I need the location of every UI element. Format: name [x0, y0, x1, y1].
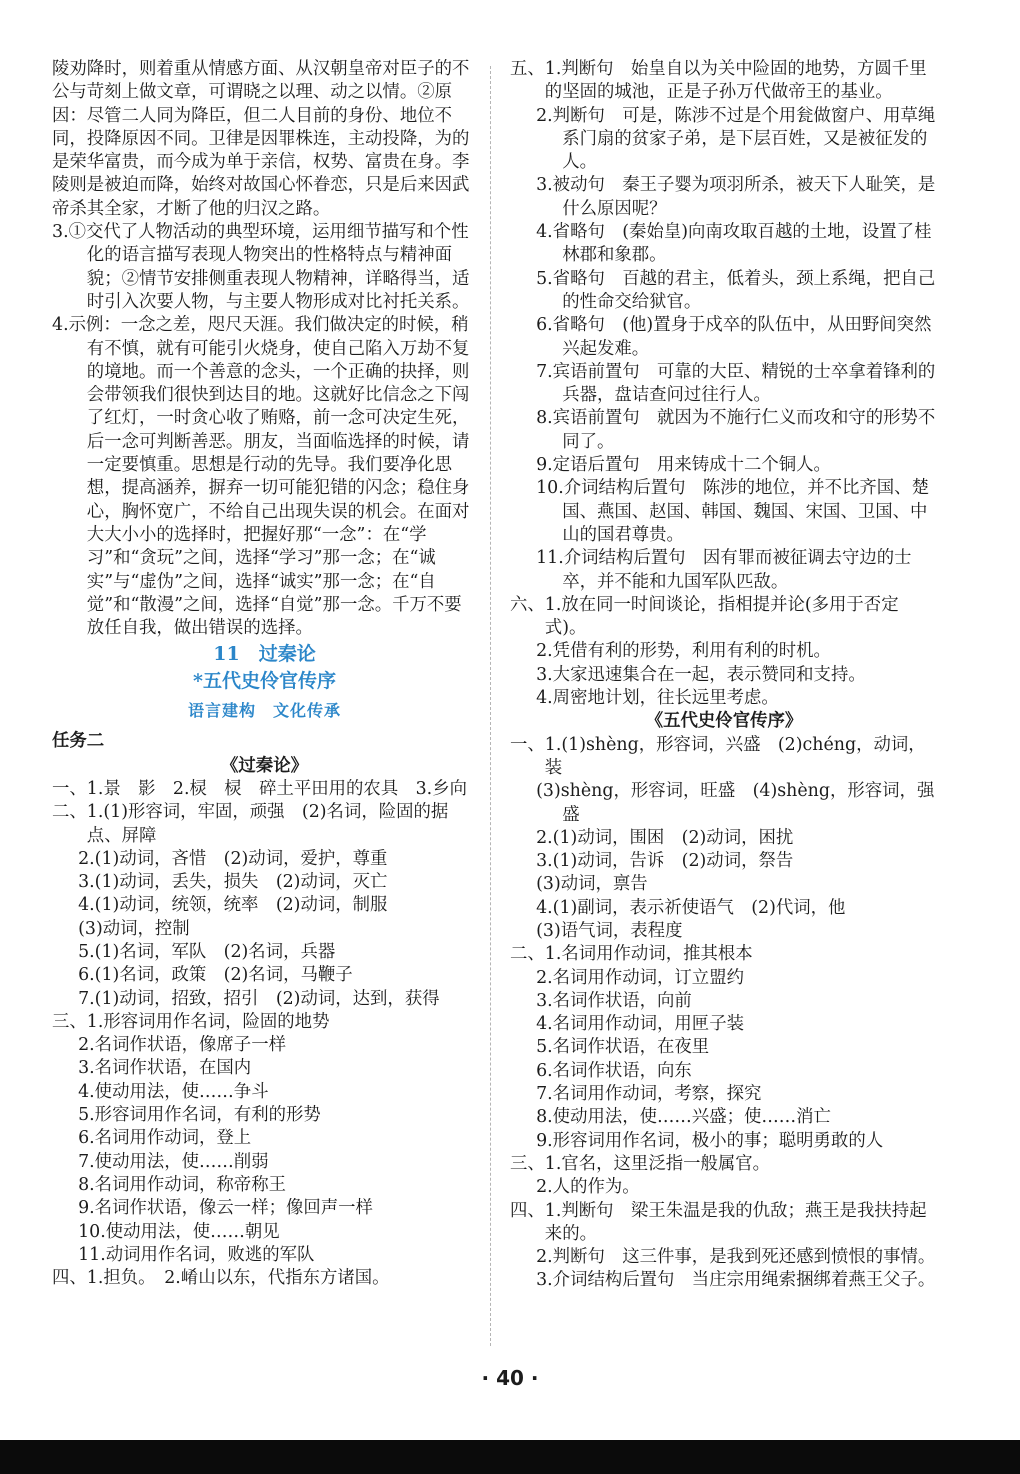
- section-5-line: 2.判断句 可是，陈涉不过是个用瓮做窗户、用草绳系门扇的贫家子弟，是下层百姓，又是被征发的人。: [536, 105, 936, 173]
- section-title-guoqinlun: 《过秦论》: [221, 755, 308, 776]
- wd-section-2-line: 8.使动用法，使……兴盛；使……消亡: [536, 1107, 831, 1128]
- section-2-line: 4.(1)动词，统领，统率 (2)动词，制服: [78, 895, 388, 916]
- wd-section-2-line: 6.名词作状语，向东: [536, 1060, 692, 1081]
- wd-section-1-line: 2.(1)动词，围困 (2)动词，困扰: [536, 827, 794, 848]
- left-column: [52, 58, 477, 1290]
- section-3-line: 9.名词作状语，像云一样；像回声一样: [78, 1198, 373, 1219]
- wd-section-2-line: 7.名词用作动词，考察，探究: [536, 1084, 762, 1105]
- wd-section-1-line: 一、1.(1)shèng，形容词，兴盛 (2)chéng，动词，装: [510, 734, 926, 778]
- section-4: 四、1.担负。 2.崤山以东，代指东方诸国。: [52, 1268, 390, 1289]
- right-column: [510, 58, 938, 1293]
- section-2-line: 6.(1)名词，政策 (2)名词，马鞭子: [78, 965, 353, 986]
- answer-paragraph-continued: 陵劝降时，则着重从情感方面、从汉朝皇帝对臣子的不公与苛刻上做文章，可谓晓之以理、动之以情。②原因：尽管二人同为降臣，但二人目前的身份、地位不同，投降原因不同。卫律是因罪株连，主动投降，为的是荣华富贵，而今成为单于亲信，权势、富贵在身。李陵则是被迫而降，始终对故国心怀眷恋，只是后来因武帝杀其全家，才断了他的归汉之路。: [52, 59, 470, 219]
- section-6-line: 3.大家迅速集合在一起，表示赞同和支持。: [536, 664, 866, 685]
- section-2-line: 3.(1)动词，丢失，损失 (2)动词，灭亡: [78, 872, 388, 893]
- wd-section-1-line: (3)shèng，形容词，旺盛 (4)shèng，形容词，强盛: [536, 781, 935, 825]
- section-5-line: 7.宾语前置句 可靠的大臣、精锐的士卒拿着锋利的兵器，盘诘查问过往行人。: [536, 361, 936, 406]
- wd-section-1-line: (3)动词，禀告: [536, 874, 648, 895]
- section-3-line: 6.名词用作动词，登上: [78, 1128, 252, 1149]
- wd-section-1-line: 3.(1)动词，告诉 (2)动词，祭告: [536, 851, 794, 872]
- wd-section-2-line: 5.名词作状语，在夜里: [536, 1037, 710, 1058]
- section-5-line: 5.省略句 百越的君主，低着头，颈上系绳，把自己的性命交给狱官。: [536, 268, 936, 312]
- wd-section-4-line: 四、1.判断句 梁王朱温是我的仇敌；燕王是我扶持起来的。: [510, 1200, 927, 1244]
- answer-item-4: 4.示例：一念之差，咫尺天涯。我们做决定的时候，稍有不慎，就有可能引火烧身，使自己陷入万劫不复的境地。而一个善意的念头，一个正确的抉择，则会带领我们很快到达目的地。这就好比信念之下闯了红灯，一时贪心收了贿赂，前一念可决定生死，后一念可判断善恶。朋友，当面临选择的时候，请一定要慎重。思想是行动的先导。我们要净化思想，提高涵养，摒弃一切可能犯错的闪念；稳住身心，胸怀宽广，不给自己出现失误的机会。在面对大大小小的选择时，把握好那“一念”：在“学习”和“贪玩”之间，选择“学习”那一念；在“诚实”与“虚伪”之间，选择“诚实”那一念；在“自觉”和“散漫”之间，选择“自觉”那一念。千万不要放任自我，做出错误的选择。: [52, 315, 470, 639]
- section-2-line: 5.(1)名词，军队 (2)名词，兵器: [78, 941, 336, 962]
- section-5-line: 11.介词结构后置句 因有罪而被征调去守边的士卒，并不能和九国军队匹敌。: [536, 548, 912, 592]
- section-3-line: 5.形容词用作名词，有利的形势: [78, 1105, 321, 1126]
- section-3-line: 4.使动用法，使……争斗: [78, 1081, 269, 1102]
- section-2-line: 2.(1)动词，吝惜 (2)动词，爱护，尊重: [78, 848, 388, 869]
- lesson-title: 11 过秦论: [213, 643, 316, 666]
- section-5-line: 4.省略句 (秦始皇)向南攻取百越的土地，设置了桂林郡和象郡。: [536, 222, 932, 266]
- section-3-line: 11.动词用作名词，败逃的军队: [78, 1244, 315, 1265]
- section-1: 一、1.景 影 2.棂 棂 碎土平田用的农具 3.乡向: [52, 778, 467, 799]
- column-divider: [490, 66, 491, 1346]
- section-3-line: 三、1.形容词用作名词，险固的地势: [52, 1011, 330, 1032]
- section-5-line: 6.省略句 (他)置身于戍卒的队伍中，从田野间突然兴起发难。: [536, 315, 932, 359]
- section-6-line: 4.周密地计划，往长远里考虑。: [536, 688, 779, 709]
- section-title-wudaishi: 《五代史伶官传序》: [645, 711, 803, 732]
- task-label: 任务二: [52, 731, 105, 752]
- section-3-line: 10.使动用法，使……朝见: [78, 1221, 280, 1242]
- section-3-line: 2.名词作状语，像席子一样: [78, 1035, 286, 1056]
- section-6-line: 2.凭借有利的形势，利用有利的时机。: [536, 641, 831, 662]
- wd-section-2-line: 9.形容词用作名词，极小的事；聪明勇敢的人: [536, 1130, 884, 1151]
- wd-section-3-line: 三、1.官名，这里泛指一般属官。: [510, 1153, 771, 1174]
- section-3-line: 3.名词作状语，在国内: [78, 1058, 252, 1079]
- section-5-line: 8.宾语前置句 就因为不施行仁义而攻和守的形势不同了。: [536, 408, 936, 452]
- answer-item-3: 3.①交代了人物活动的典型环境，运用细节描写和个性化的语言描写表现人物突出的性格特点与精神面貌；②情节安排侧重表现人物精神，详略得当，适时引入次要人物，与主要人物形成对比衬托关系。: [52, 222, 470, 312]
- section-5-line: 3.被动句 秦王子婴为项羽所杀，被天下人耻笑，是什么原因呢？: [536, 175, 936, 219]
- page-number: · 40 ·: [481, 1366, 539, 1390]
- wd-section-1-line: (3)语气词，表程度: [536, 920, 683, 941]
- section-5-line: 10.介词结构后置句 陈涉的地位，并不比齐国、楚国、燕国、赵国、韩国、魏国、宋国、卫国、中山的国君尊贵。: [536, 478, 929, 545]
- section-6-line: 六、1.放在同一时间谈论，指相提并论(多用于否定式)。: [510, 594, 899, 639]
- footer-bar: [0, 1440, 1020, 1474]
- wd-section-1-line: 4.(1)副词，表示祈使语气 (2)代词，他: [536, 897, 846, 918]
- lesson-subtitle: *五代史伶官传序: [193, 669, 336, 692]
- wd-section-4-line: 3.介词结构后置句 当庄宗用绳索捆绑着燕王父子。: [536, 1270, 936, 1291]
- lesson-tag: 语言建构 文化传承: [187, 701, 341, 721]
- section-2-line: 二、1.(1)形容词，牢固，顽强 (2)名词，险固的据点、屏障: [52, 802, 449, 846]
- wd-section-2-line: 2.名词用作动词，订立盟约: [536, 967, 744, 988]
- section-3-line: 8.名词用作动词，称帝称王: [78, 1174, 286, 1195]
- wd-section-4-line: 2.判断句 这三件事，是我到死还感到愤恨的事情。: [536, 1247, 936, 1268]
- wd-section-3-line: 2.人的作为。: [536, 1177, 640, 1198]
- wd-section-2-line: 二、1.名词用作动词，推其根本: [510, 944, 753, 965]
- section-2-line: 7.(1)动词，招致，招引 (2)动词，达到，获得: [78, 988, 440, 1009]
- section-5-line: 五、1.判断句 始皇自以为关中险固的地势，方圆千里的坚固的城池，正是子孙万代做帝王的基业。: [510, 59, 927, 103]
- section-2-line: (3)动词，控制: [78, 918, 190, 939]
- section-5-line: 9.定语后置句 用来铸成十二个铜人。: [536, 455, 831, 476]
- section-3-line: 7.使动用法，使……削弱: [78, 1151, 269, 1172]
- wd-section-2-line: 4.名词用作动词，用匣子装: [536, 1014, 744, 1035]
- wd-section-2-line: 3.名词作状语，向前: [536, 990, 692, 1011]
